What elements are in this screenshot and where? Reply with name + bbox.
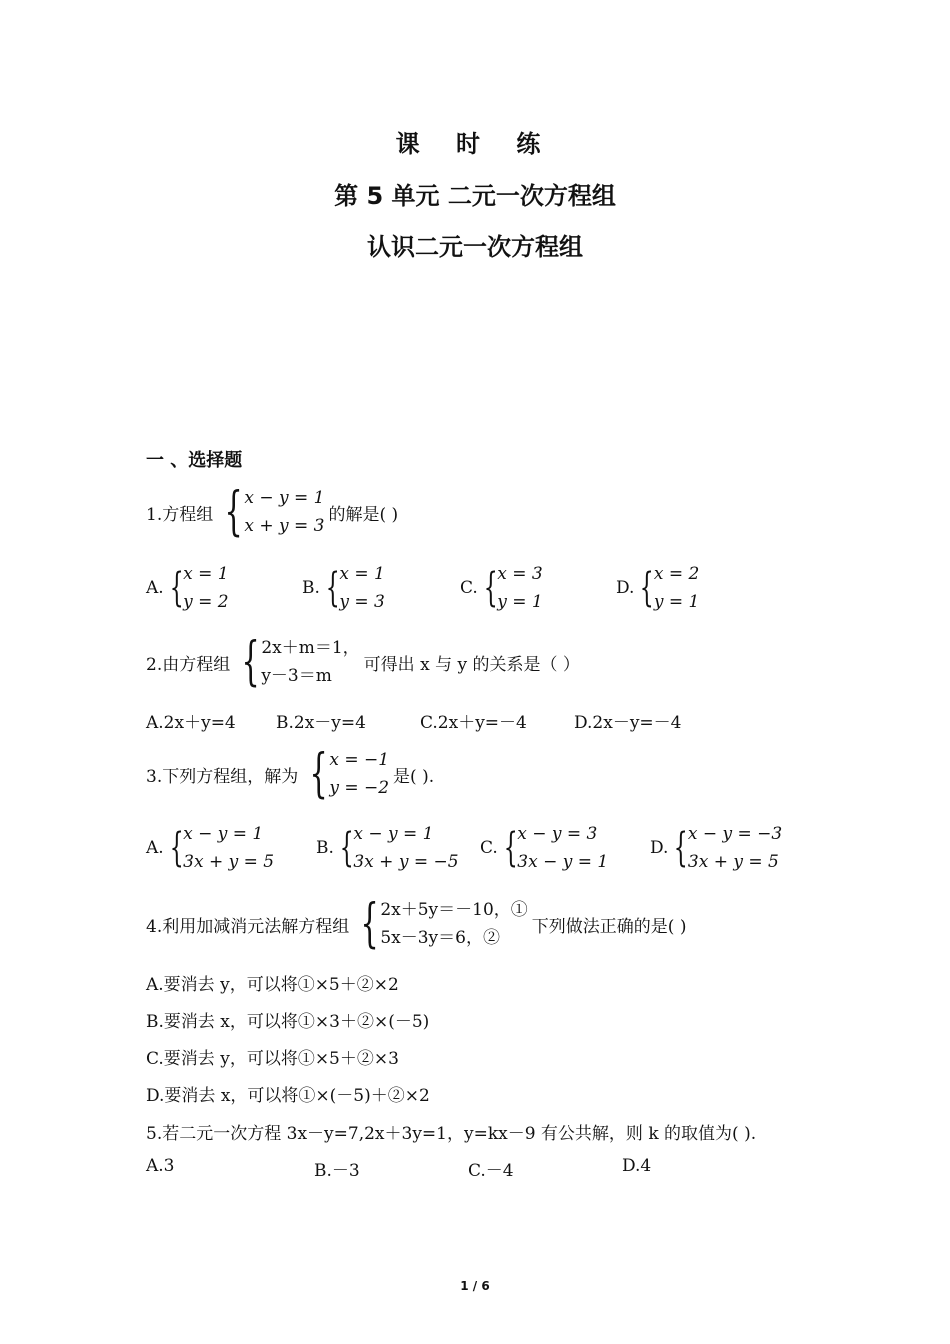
brace-icon: { xyxy=(503,825,518,871)
q1-options xyxy=(146,560,866,616)
brace-icon: { xyxy=(640,565,655,611)
q4-eq1: 2x＋5y＝－10，① xyxy=(380,900,528,920)
q2-eq2: y－3＝m xyxy=(261,666,332,686)
q2-option-b[interactable]: B.2x－y=4 xyxy=(276,713,366,733)
q3-option-d[interactable]: D. { x − y = −3 3x + y = 5 xyxy=(650,824,783,872)
q1-option-d[interactable]: D. { x = 2 y = 1 xyxy=(616,564,700,612)
q1-option-c[interactable]: C. { x = 3 y = 1 xyxy=(460,564,543,612)
q4-system xyxy=(353,896,528,952)
q1-eq1: x − y = 1 xyxy=(244,488,325,508)
question-1 xyxy=(146,484,398,540)
q2-prefix: 2.由方程组 xyxy=(146,654,231,675)
brace-icon: { xyxy=(339,825,354,871)
q3-eq1: x = −1 xyxy=(329,750,390,770)
q2-suffix: 可得出 x 与 y 的关系是（ ） xyxy=(363,654,580,675)
q3-prefix: 3.下列方程组，解为 xyxy=(146,766,299,787)
q2-eq1: 2x＋m＝1， xyxy=(261,638,360,658)
q5-option-b[interactable]: B.－3 xyxy=(314,1161,360,1181)
q2-option-a[interactable]: A.2x＋y=4 xyxy=(146,713,236,733)
q3-options xyxy=(146,820,866,876)
q2-options xyxy=(146,708,866,732)
q1-option-a[interactable]: A. { x = 1 y = 2 xyxy=(146,564,229,612)
q3-suffix: 是( ). xyxy=(393,766,435,787)
q4-option-a[interactable]: A.要消去 y，可以将①×5＋②×2 xyxy=(146,975,399,995)
question-4 xyxy=(146,896,686,952)
q3-system xyxy=(302,746,389,802)
brace-icon: { xyxy=(169,565,184,611)
brace-icon: { xyxy=(224,482,243,542)
brace-icon: { xyxy=(325,565,340,611)
q3-option-b[interactable]: B. { x − y = 1 3x + y = −5 xyxy=(316,824,459,872)
question-5: 5.若二元一次方程 3x－y=7,2x＋3y=1，y=kx－9 有公共解，则 k 的取值为( ). xyxy=(146,1124,757,1144)
q1-eq2: x + y = 3 xyxy=(244,516,325,536)
question-2 xyxy=(146,634,580,690)
brace-icon: { xyxy=(309,744,328,804)
doc-title: 课 时 练 xyxy=(395,130,555,158)
unit-title: 第 5 单元 二元一次方程组 xyxy=(334,182,616,210)
q4-suffix: 下列做法正确的是( ) xyxy=(531,916,687,937)
brace-icon: { xyxy=(674,825,689,871)
page-number: 1 / 6 xyxy=(460,1279,490,1293)
q3-option-a[interactable]: A. { x − y = 1 3x + y = 5 xyxy=(146,824,275,872)
q2-option-c[interactable]: C.2x＋y=－4 xyxy=(420,713,527,733)
lesson-title: 认识二元一次方程组 xyxy=(367,233,583,261)
q4-eq2: 5x－3y＝6，② xyxy=(380,928,500,948)
brace-icon: { xyxy=(241,632,260,692)
q1-option-b[interactable]: B. { x = 1 y = 3 xyxy=(302,564,385,612)
brace-icon: { xyxy=(483,565,498,611)
q5-option-c[interactable]: C.－4 xyxy=(468,1161,514,1181)
q3-option-c[interactable]: C. { x − y = 3 3x − y = 1 xyxy=(480,824,609,872)
question-3 xyxy=(146,746,434,802)
q4-option-b[interactable]: B.要消去 x，可以将①×3＋②×(－5) xyxy=(146,1012,430,1032)
q3-eq2: y = −2 xyxy=(329,778,390,798)
section-heading: 一 、选择题 xyxy=(146,450,243,471)
brace-icon: { xyxy=(360,894,379,954)
q2-system xyxy=(234,634,359,690)
q4-option-c[interactable]: C.要消去 y，可以将①×5＋②×3 xyxy=(146,1049,399,1069)
q4-option-d[interactable]: D.要消去 x，可以将①×(－5)＋②×2 xyxy=(146,1086,430,1106)
q1-system xyxy=(217,484,324,540)
q1-suffix: 的解是( ) xyxy=(328,504,399,525)
q2-option-d[interactable]: D.2x－y=－4 xyxy=(574,713,682,733)
q5-options xyxy=(146,1156,866,1180)
q1-prefix: 1.方程组 xyxy=(146,504,214,525)
q5-option-a[interactable]: A.3 xyxy=(146,1156,175,1176)
brace-icon: { xyxy=(169,825,184,871)
q4-prefix: 4.利用加减消元法解方程组 xyxy=(146,916,350,937)
q5-option-d[interactable]: D.4 xyxy=(622,1156,652,1176)
